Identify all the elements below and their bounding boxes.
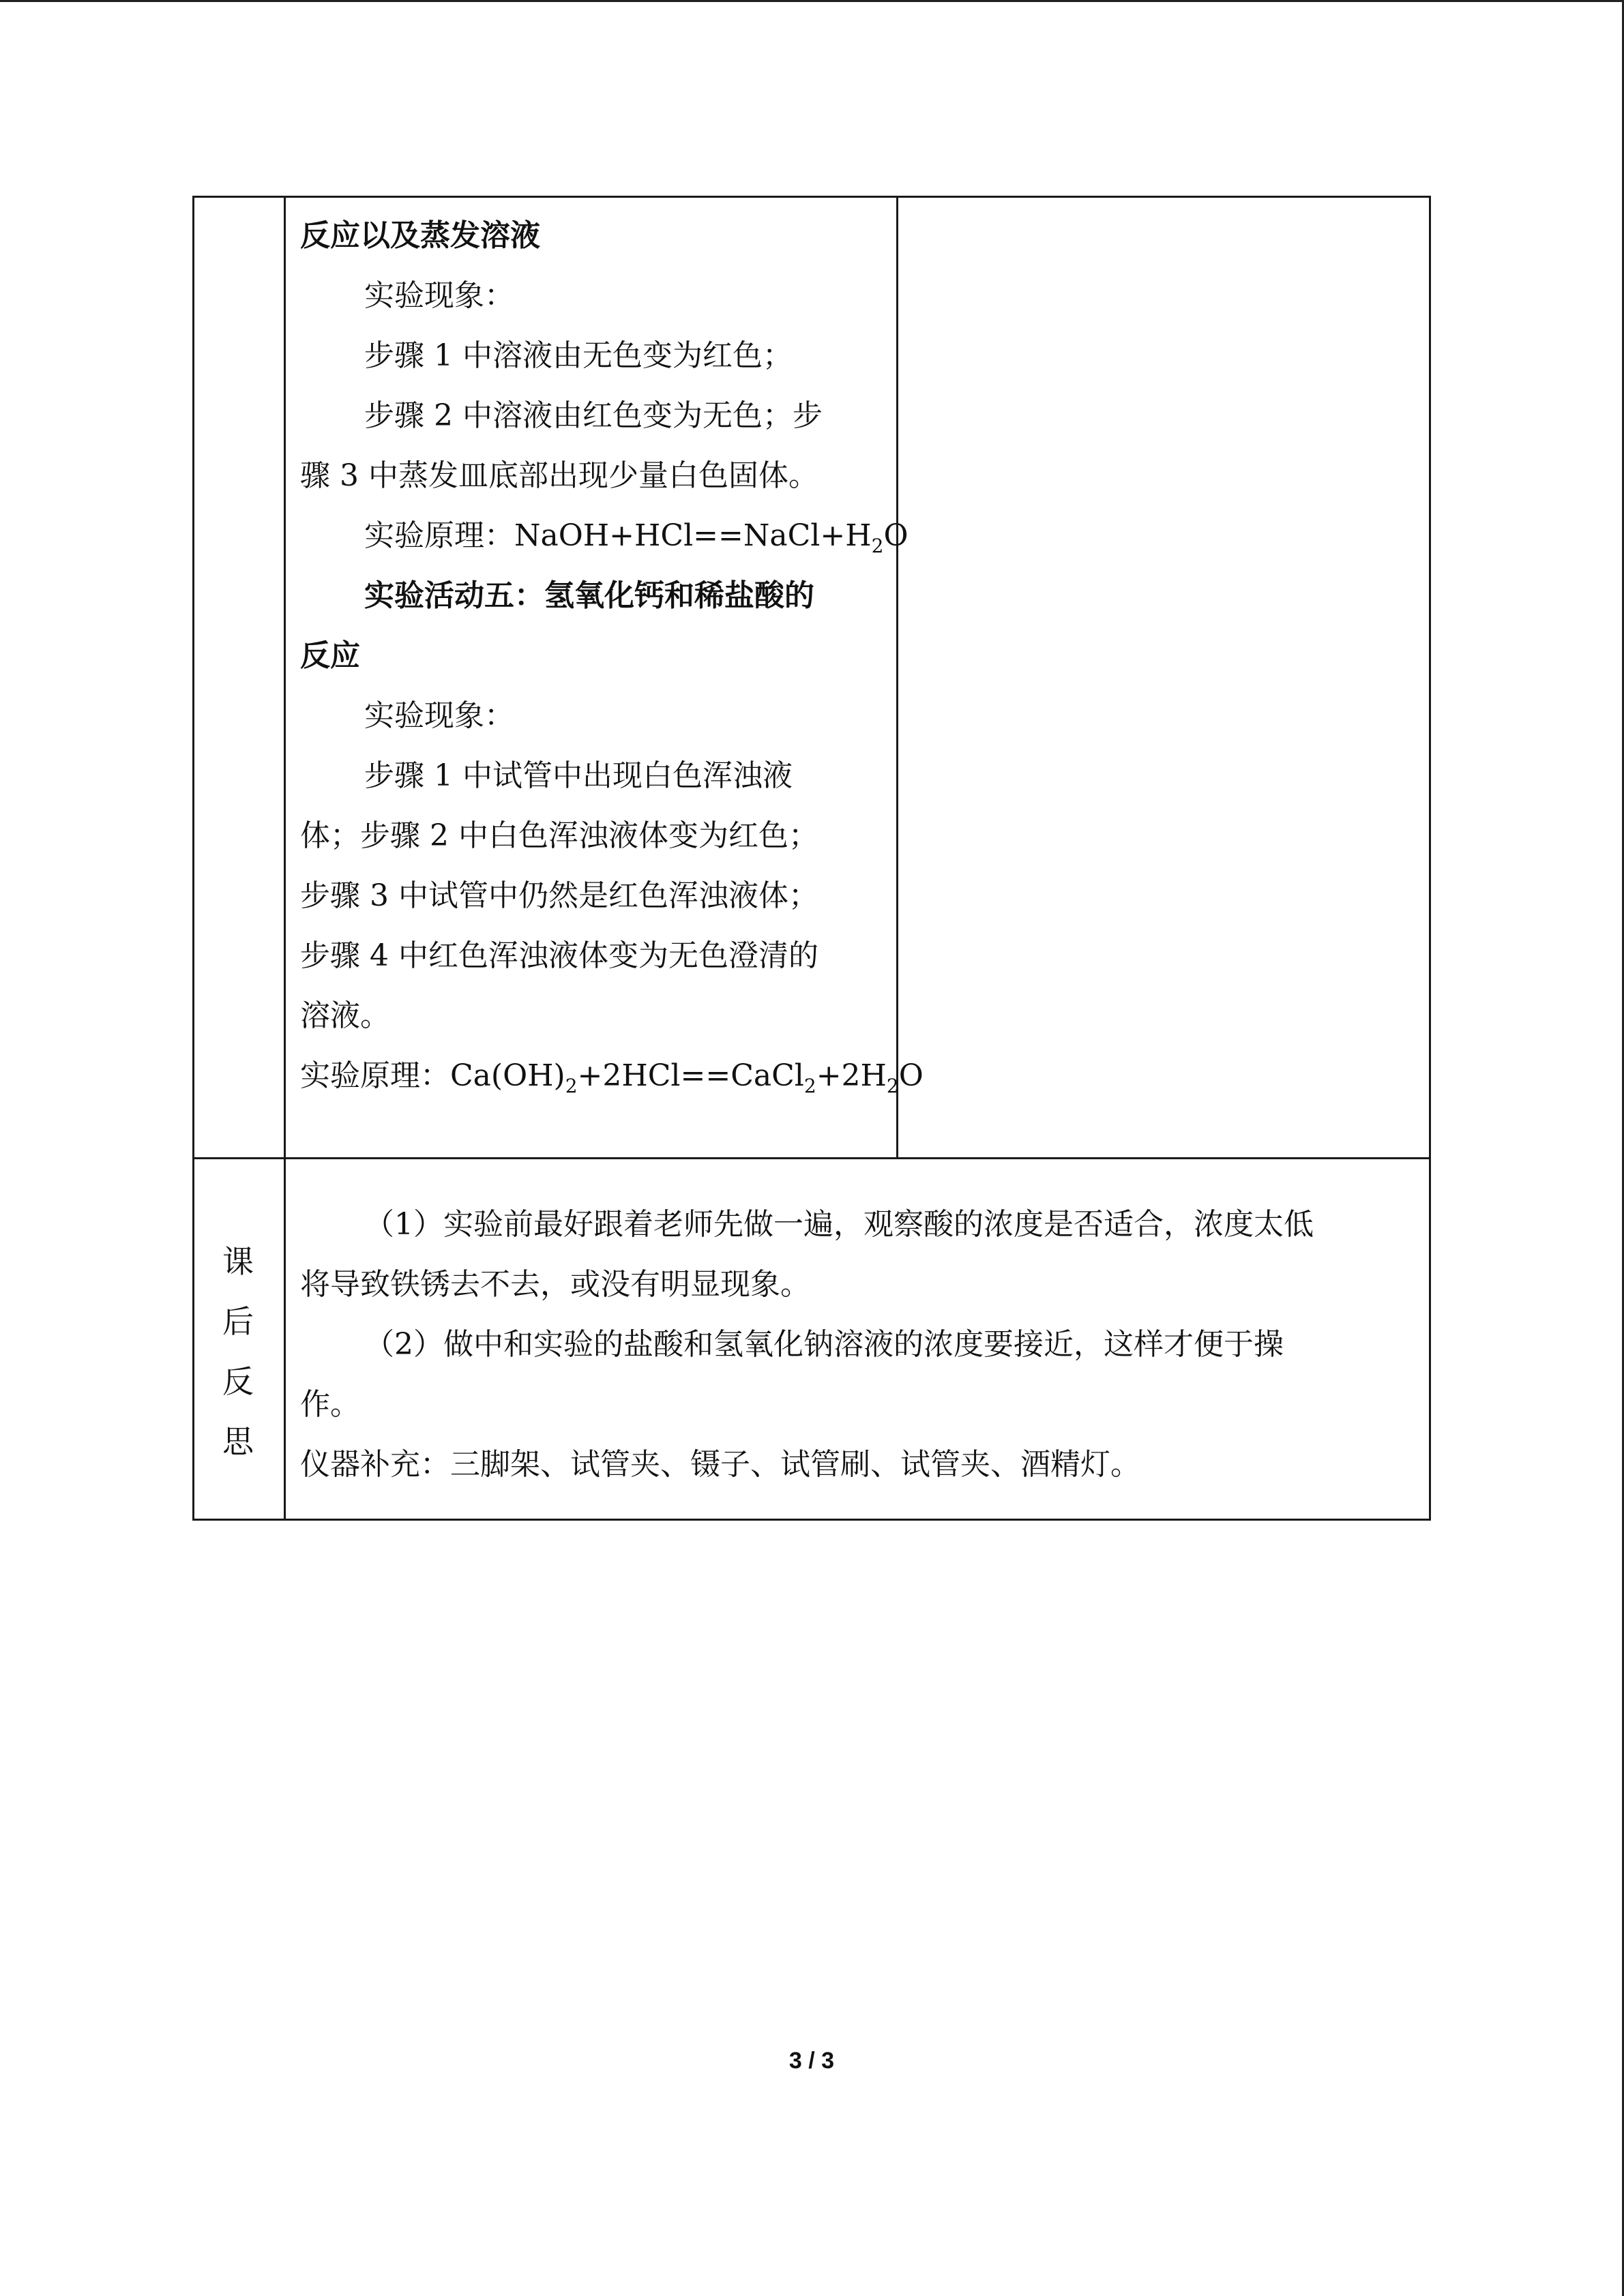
principle-text: O [883,518,909,553]
principle-text: O [898,1058,924,1093]
observation-line: 体；步骤 2 中白色浑浊液体变为红色； [300,818,818,853]
activity-5-heading-cont: 反应 [300,638,360,673]
principle-text: +2H [816,1058,887,1093]
subscript: 2 [871,535,884,557]
instrument-supplement: 仪器补充：三脚架、试管夹、镊子、试管刷、试管夹、酒精灯。 [300,1447,1140,1482]
principle-text: 实验原理：NaOH+HCl==NaCl+H [364,518,872,553]
reflection-point-1-cont: 将导致铁锈去不去，或没有明显现象。 [300,1267,810,1302]
principle-caoh2-hcl [300,1046,924,1106]
page-number: 3 / 3 [788,2048,835,2074]
subscript: 2 [886,1075,899,1097]
lesson-table [192,196,1431,1521]
table-border-left [192,196,194,1521]
observation-label: 实验现象： [364,698,514,733]
observation-line: 步骤 4 中红色浑浊液体变为无色澄清的 [300,938,818,973]
principle-text: 实验原理：Ca(OH) [300,1058,565,1093]
table-border-right [1429,196,1431,1521]
observation-line: 步骤 1 中试管中出现白色浑浊液 [364,758,793,793]
subscript: 2 [565,1075,578,1097]
observation-step-3: 骤 3 中蒸发皿底部出现少量白色固体。 [300,458,818,493]
observation-step-2: 步骤 2 中溶液由红色变为无色；步 [364,398,823,433]
observation-line: 溶液。 [300,998,390,1033]
observation-step-1: 步骤 1 中溶液由无色变为红色； [364,338,793,373]
reflection-label-char: 反 [222,1363,254,1400]
observation-line: 步骤 3 中试管中仍然是红色浑浊液体； [300,878,818,913]
subscript: 2 [803,1075,816,1097]
principle-text: +2HCl==CaCl [577,1058,804,1093]
reflection-label-char: 后 [222,1303,254,1340]
reflection-point-2-cont: 作。 [300,1387,360,1422]
table-col-divider-2 [896,196,898,1159]
observation-label: 实验现象： [364,278,514,313]
table-row-divider [192,1157,1431,1159]
table-border-top [192,196,1431,198]
principle-naoh-hcl [364,506,909,566]
reflection-point-1: （1）实验前最好跟着老师先做一遍，观察酸的浓度是否适合，浓度太低 [364,1207,1314,1242]
reflection-label-char: 思 [222,1423,254,1460]
reflection-label-char: 课 [222,1243,254,1280]
table-border-bottom [192,1519,1431,1521]
activity-heading-continued: 反应以及蒸发溶液 [300,218,540,253]
table-col-divider-1 [284,196,286,1521]
reflection-point-2: （2）做中和实验的盐酸和氢氧化钠溶液的浓度要接近，这样才便于操 [364,1327,1284,1362]
activity-5-heading: 实验活动五：氢氧化钙和稀盐酸的 [364,578,814,613]
page-top-border [0,0,1624,2]
